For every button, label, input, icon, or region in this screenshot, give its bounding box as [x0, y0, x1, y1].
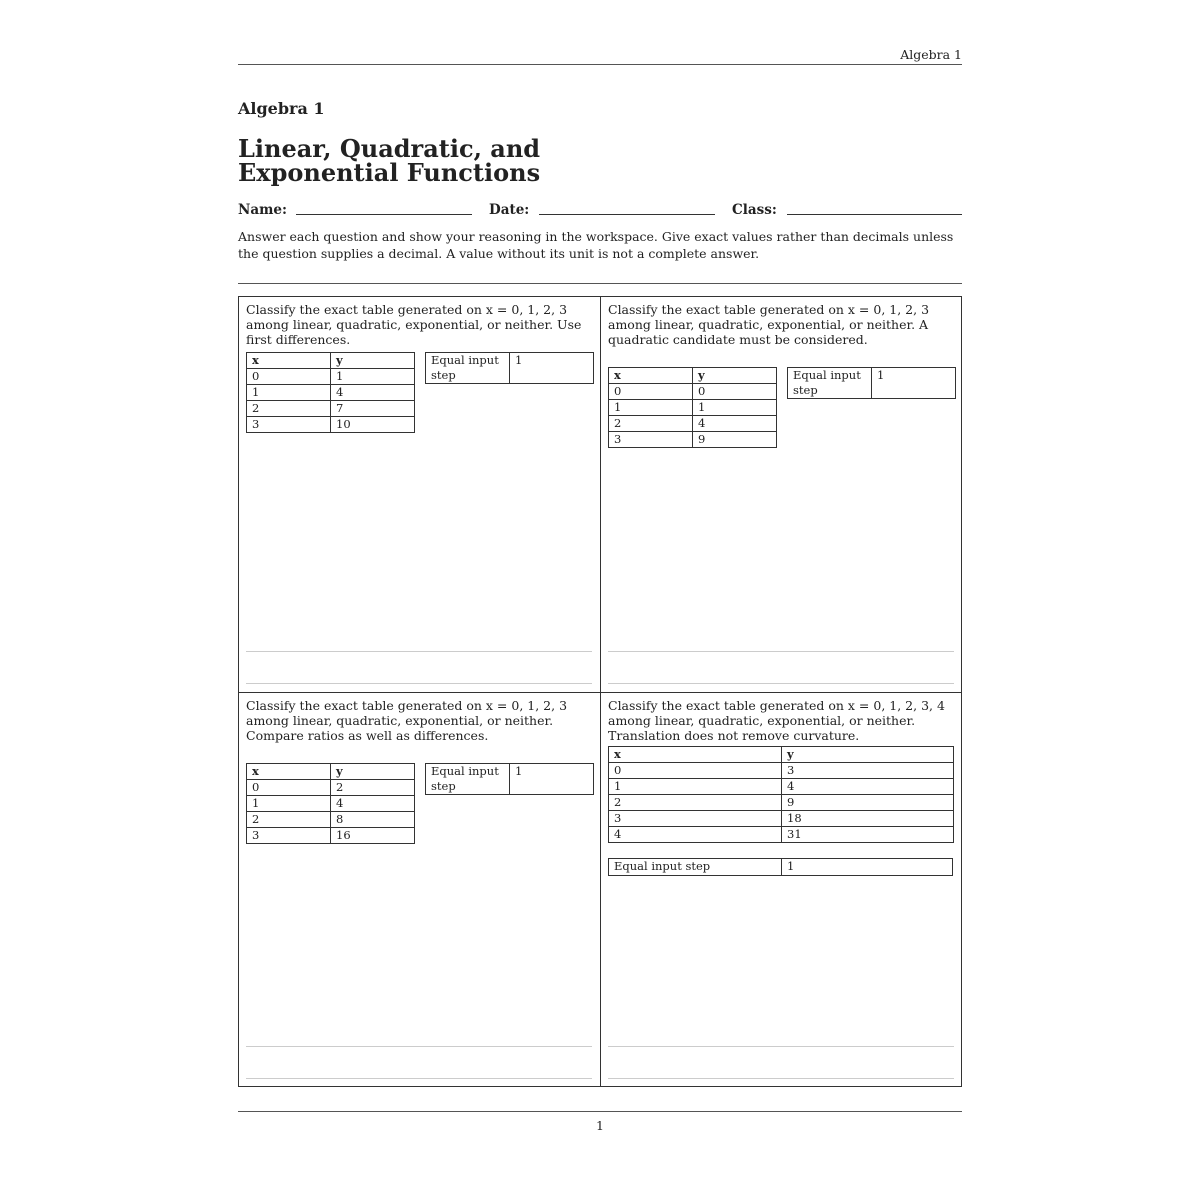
y-cell: 16 [331, 828, 415, 844]
step-table [425, 352, 594, 384]
xy-table [246, 763, 415, 844]
step-value: 1 [510, 353, 594, 384]
table-row [609, 827, 954, 843]
xy-table [608, 746, 954, 843]
table-row [247, 812, 415, 828]
answer-line[interactable] [246, 1046, 592, 1047]
x-header: x [247, 353, 331, 369]
step-table [425, 763, 594, 795]
x-cell: 3 [609, 811, 782, 827]
step-table [608, 858, 953, 876]
y-header: y [331, 353, 415, 369]
table-row [247, 828, 415, 844]
step-label: Equal input step [788, 368, 872, 399]
class-label: Class: [732, 202, 777, 218]
table-row [247, 417, 415, 433]
table-row [247, 369, 415, 385]
table-row [609, 795, 954, 811]
y-cell: 1 [693, 400, 777, 416]
answer-line[interactable] [608, 683, 954, 684]
x-cell: 2 [247, 812, 331, 828]
y-header: y [693, 368, 777, 384]
y-cell: 4 [693, 416, 777, 432]
step-value: 1 [872, 368, 956, 399]
x-cell: 2 [609, 795, 782, 811]
y-cell: 8 [331, 812, 415, 828]
xy-table [246, 352, 415, 433]
name-label: Name: [238, 202, 287, 218]
footer-rule [238, 1111, 962, 1112]
answer-line[interactable] [608, 1046, 954, 1047]
x-cell: 1 [609, 779, 782, 795]
xy-table [608, 367, 777, 448]
x-cell: 2 [247, 401, 331, 417]
table-row [609, 811, 954, 827]
x-cell: 4 [609, 827, 782, 843]
y-cell: 4 [782, 779, 954, 795]
name-field[interactable] [296, 214, 472, 215]
instructions: Answer each question and show your reasoning in the workspace. Give exact values rather than decimals unless the question supplies a decimal. A value without its unit is not a complete answer. [238, 229, 954, 261]
question-1 [239, 297, 600, 692]
y-cell: 31 [782, 827, 954, 843]
step-label: Equal input step [609, 859, 782, 876]
course-heading: Algebra 1 [238, 99, 325, 118]
class-field[interactable] [787, 214, 962, 215]
step-value: 1 [782, 859, 953, 876]
question-4 [601, 693, 962, 1088]
y-cell: 1 [331, 369, 415, 385]
x-cell: 3 [609, 432, 693, 448]
question-prompt: Classify the exact table generated on x = 0, 1, 2, 3 among linear, quadratic, exponential, or neither. Compare ratios as well as differences. [246, 698, 568, 743]
x-cell: 1 [247, 385, 331, 401]
x-cell: 0 [247, 369, 331, 385]
x-cell: 0 [609, 763, 782, 779]
worksheet-page [238, 0, 962, 1200]
table-row [247, 796, 415, 812]
x-cell: 2 [609, 416, 693, 432]
answer-line[interactable] [246, 683, 592, 684]
table-row [609, 432, 777, 448]
answer-line[interactable] [608, 651, 954, 652]
y-cell: 0 [693, 384, 777, 400]
y-cell: 18 [782, 811, 954, 827]
date-field[interactable] [539, 214, 715, 215]
y-header: y [782, 747, 954, 763]
answer-line[interactable] [246, 651, 592, 652]
question-2 [601, 297, 962, 692]
y-cell: 4 [331, 796, 415, 812]
y-header: y [331, 764, 415, 780]
y-cell: 9 [782, 795, 954, 811]
header-rule [238, 64, 962, 65]
table-row [609, 763, 954, 779]
table-row [609, 400, 777, 416]
page-title: Linear, Quadratic, and Exponential Functions [238, 134, 541, 187]
running-header: Algebra 1 [900, 47, 962, 62]
instructions-rule [238, 283, 962, 284]
step-table [787, 367, 956, 399]
y-cell: 2 [331, 780, 415, 796]
x-cell: 3 [247, 828, 331, 844]
step-label: Equal input step [426, 353, 510, 384]
y-cell: 4 [331, 385, 415, 401]
table-row [609, 416, 777, 432]
x-header: x [247, 764, 331, 780]
date-label: Date: [489, 202, 530, 218]
table-row [247, 780, 415, 796]
question-3 [239, 693, 600, 1088]
x-cell: 0 [609, 384, 693, 400]
table-row [247, 401, 415, 417]
y-cell: 9 [693, 432, 777, 448]
y-cell: 3 [782, 763, 954, 779]
x-cell: 0 [247, 780, 331, 796]
x-header: x [609, 747, 782, 763]
question-prompt: Classify the exact table generated on x = 0, 1, 2, 3 among linear, quadratic, exponential, or neither. A quadratic candidate must be considered. [608, 302, 930, 347]
page-number: 1 [596, 1118, 604, 1133]
table-row [247, 385, 415, 401]
question-prompt: Classify the exact table generated on x = 0, 1, 2, 3 among linear, quadratic, exponential, or neither. Use first differences. [246, 302, 582, 347]
y-cell: 10 [331, 417, 415, 433]
table-row [609, 779, 954, 795]
answer-line[interactable] [246, 1078, 592, 1079]
answer-line[interactable] [608, 1078, 954, 1079]
student-info-row [238, 202, 962, 220]
x-header: x [609, 368, 693, 384]
question-grid [238, 296, 962, 1087]
x-cell: 1 [247, 796, 331, 812]
table-row [609, 384, 777, 400]
step-label: Equal input step [426, 764, 510, 795]
x-cell: 3 [247, 417, 331, 433]
step-value: 1 [510, 764, 594, 795]
y-cell: 7 [331, 401, 415, 417]
question-prompt: Classify the exact table generated on x = 0, 1, 2, 3, 4 among linear, quadratic, exponential, or neither. Translation does not remove curvature. [608, 698, 945, 743]
x-cell: 1 [609, 400, 693, 416]
